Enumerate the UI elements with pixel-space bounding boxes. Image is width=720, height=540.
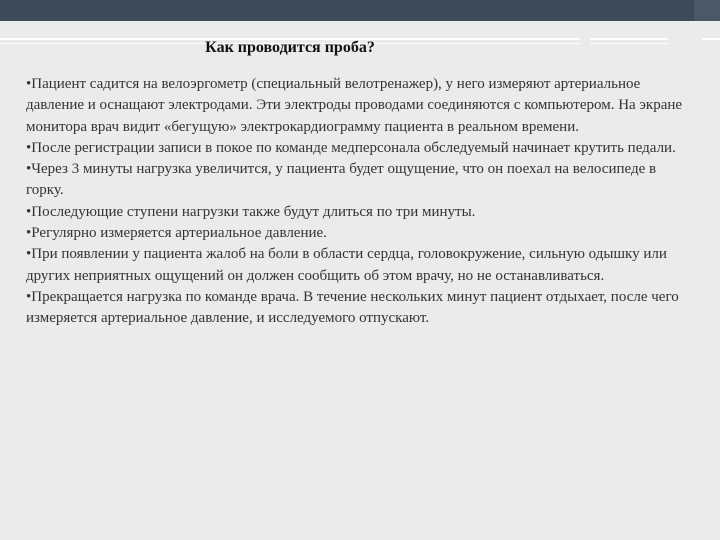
- list-item: [26, 287, 696, 330]
- bullet-list: [26, 74, 696, 330]
- title-rule-middle-thin: [590, 43, 668, 44]
- bullet-icon: •: [26, 225, 32, 242]
- title-rule-right: [702, 38, 720, 40]
- top-decor-accent: [694, 0, 720, 21]
- list-item-text: Пациент садится на велоэргометр (специальный велотренажер), у него измеряют артериальное давление и оснащают электродами. Эти электроды проводами соединяются с компьютером. На экране монитора врач видит «бегущую» электрокардиограмму пациента в реальном времени.: [26, 76, 683, 135]
- list-item: [26, 244, 696, 287]
- top-decor-bar: [0, 0, 720, 21]
- bullet-icon: •: [26, 76, 32, 92]
- list-item-text: Через 3 минуты нагрузка увеличится, у пациента будет ощущение, что он поехал на велосипеде в горку.: [26, 161, 657, 199]
- list-item: [26, 202, 696, 223]
- list-item-text: При появлении у пациента жалоб на боли в области сердца, головокружение, сильную одышку или других неприятных ощущений он должен сообщить об этом врачу, но не останавливаться.: [26, 246, 667, 284]
- bullet-icon: •: [26, 288, 32, 305]
- list-item-text: Регулярно измеряется артериальное давление.: [31, 225, 327, 242]
- slide-title: Как проводится проба?: [205, 39, 375, 56]
- list-item: [26, 74, 696, 138]
- bullet-icon: •: [26, 161, 32, 178]
- list-item-text: После регистрации записи в покое по команде медперсонала обследуемый начинает крутить педали.: [31, 139, 676, 156]
- list-item-text: Последующие ступени нагрузки также будут длиться по три минуты.: [31, 203, 476, 220]
- list-item-text: Прекращается нагрузка по команде врача. В течение нескольких минут пациент отдыхает, после чего измеряется артериальное давление, и исследуемого отпускают.: [26, 288, 679, 327]
- list-item: [26, 138, 696, 159]
- bullet-icon: •: [26, 203, 32, 220]
- bullet-icon: •: [26, 246, 32, 263]
- title-rule-middle: [590, 38, 668, 40]
- bullet-icon: •: [26, 139, 32, 156]
- list-item: [26, 223, 696, 244]
- list-item: [26, 159, 696, 202]
